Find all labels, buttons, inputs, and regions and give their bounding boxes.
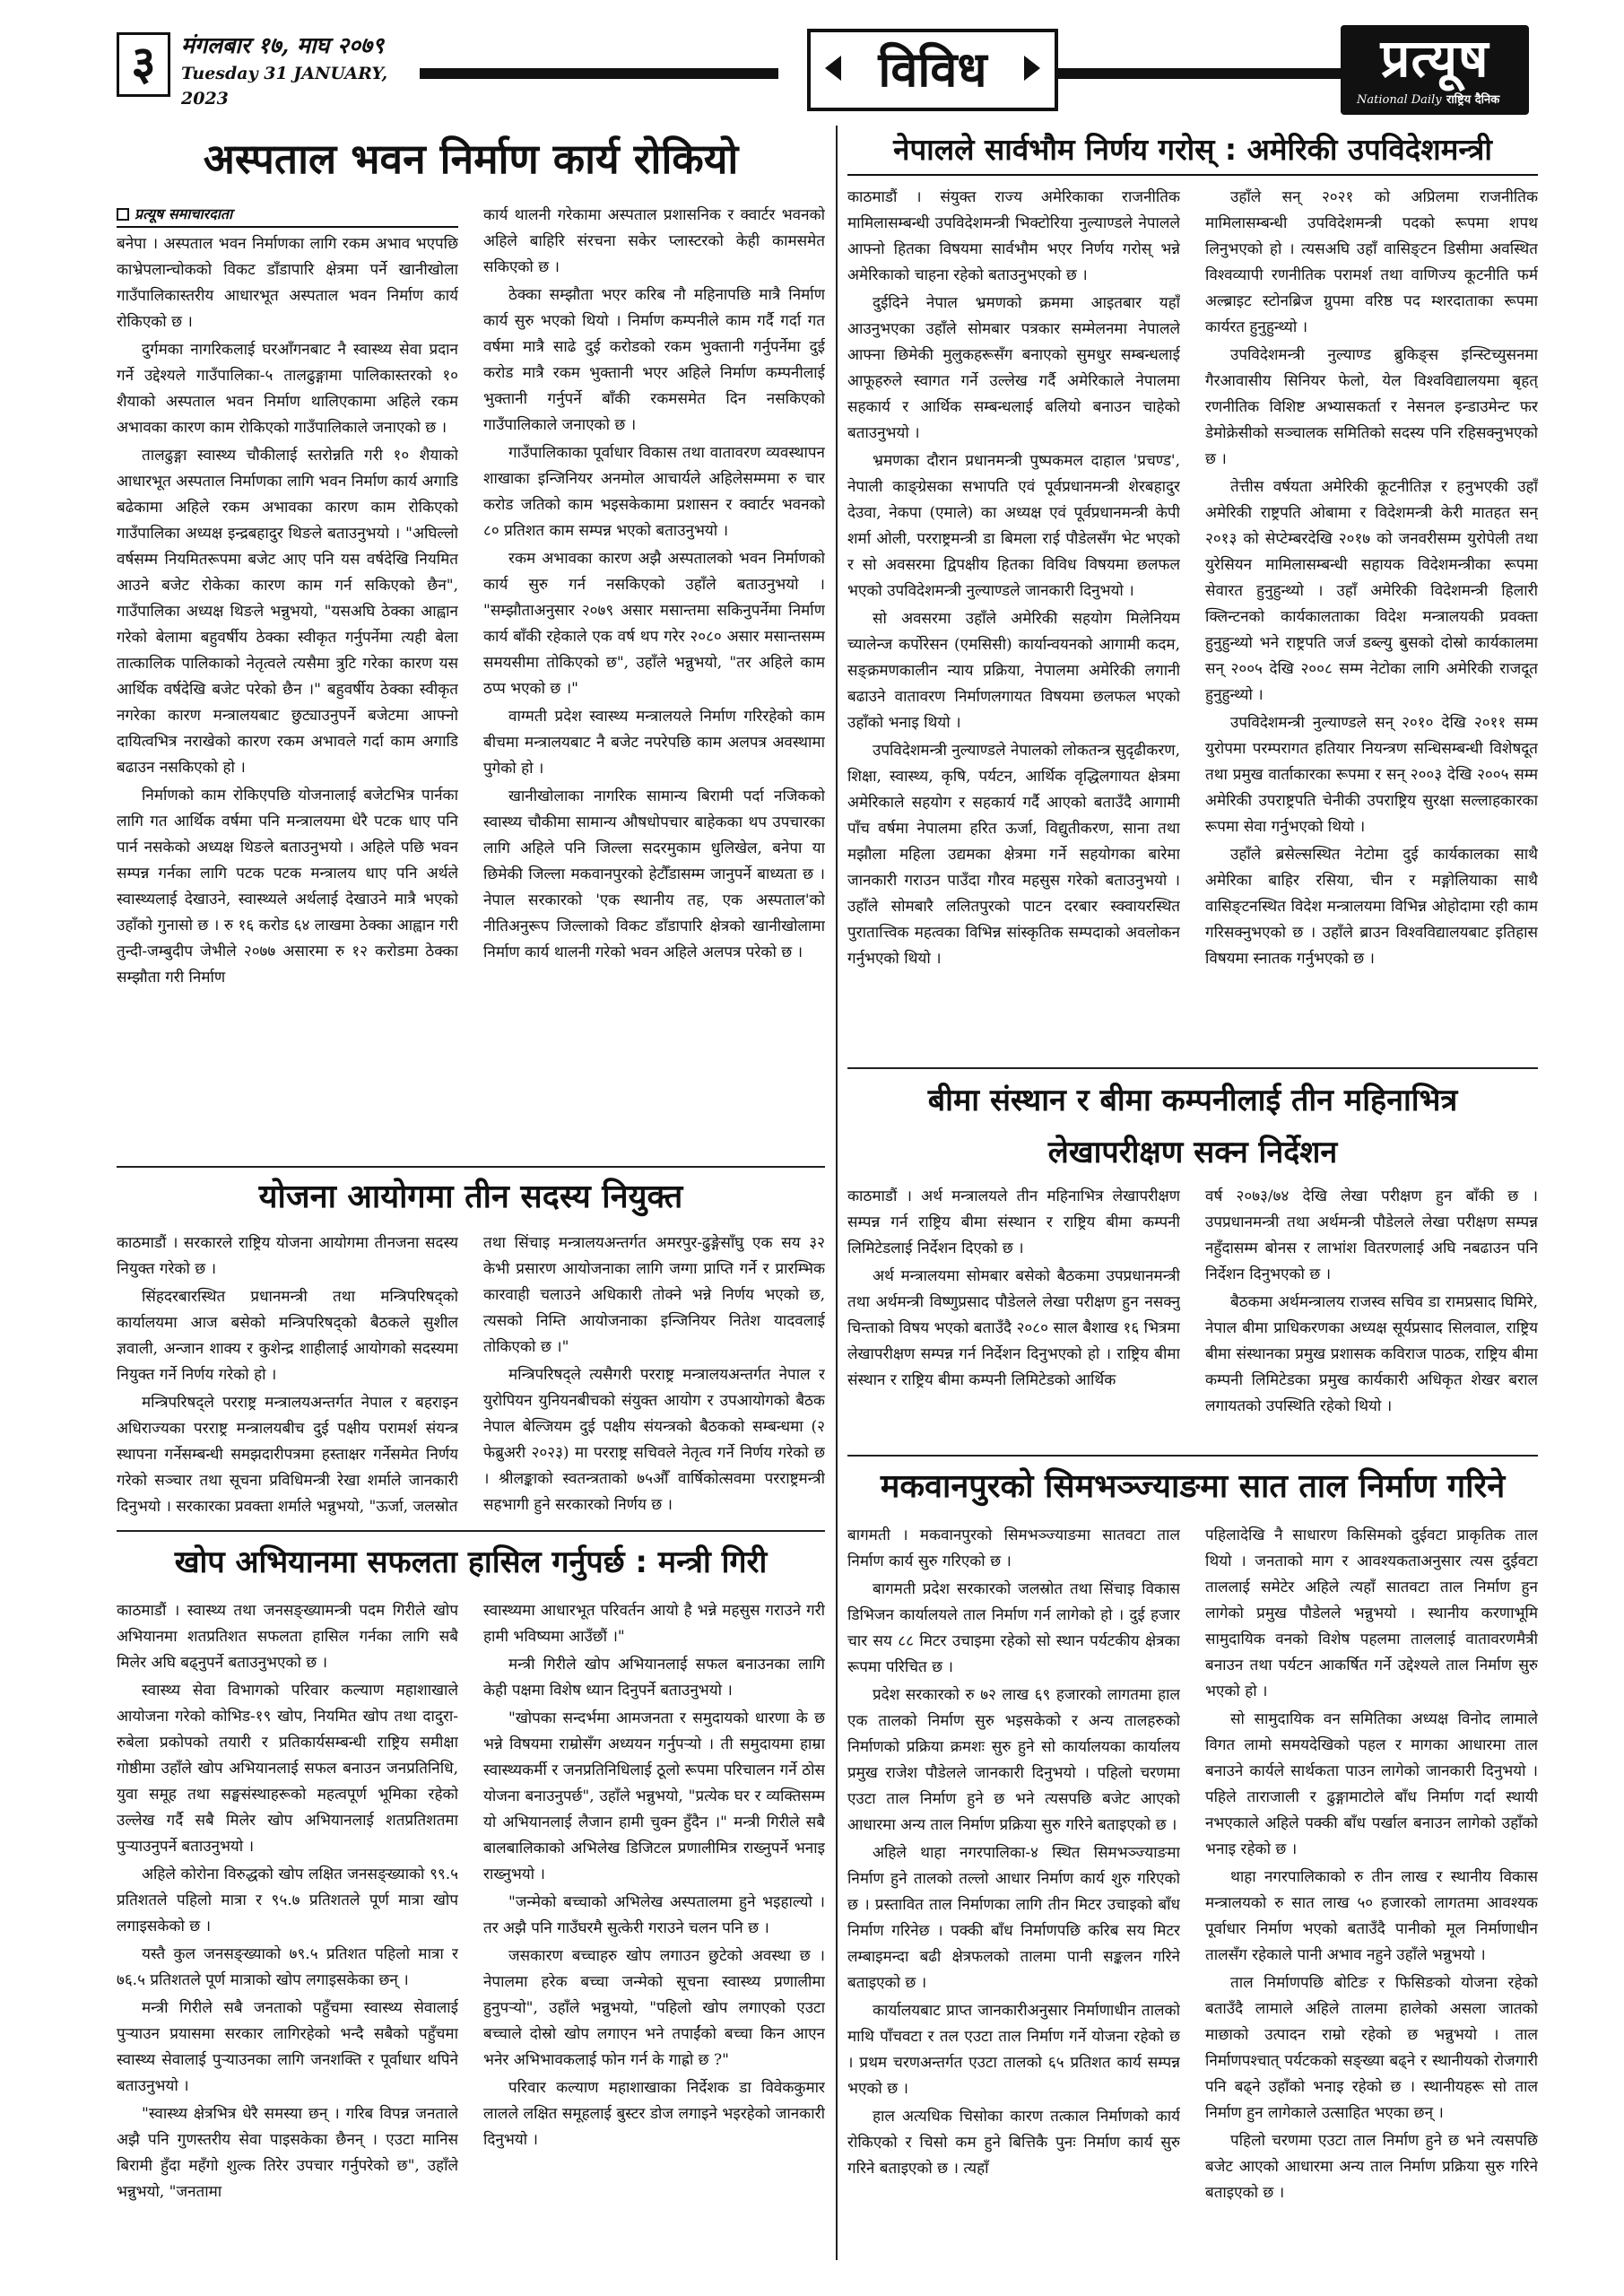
paragraph: काठमाडौं । सरकारले राष्ट्रिय योजना आयोगमा तीनजना सदस्य नियुक्त गरेको छ । xyxy=(117,1234,458,1278)
column-divider xyxy=(836,126,838,2260)
paragraph: हाल अत्यधिक चिसोका कारण तत्काल निर्माणको कार्य रोकिएको र चिसो कम हुने बित्तिकै पुनः निर्माण कार्य सुरु गरिने बताइएको छ । त्यहाँ xyxy=(847,2108,1180,2178)
paragraph: "स्वास्थ्य क्षेत्रभित्र धेरै समस्या छन् । गरिब विपन्न जनताले अझै पनि गुणस्तरीय सेवा पाइसकेका छैनन् । एउटा मानिस बिरामी हुँदा महँगो शुल्क तिरेर उपचार गर्नुपरेको छ", उहाँले भन्नुभयो, "जनतामा xyxy=(117,2105,458,2201)
masthead xyxy=(117,25,1533,119)
paragraph: उपविदेशमन्त्री नुल्याण्ड ब्रुकिङ्स इन्स्टिच्युसनमा गैरआवासीय सिनियर फेलो, येल विश्वविद्यालयमा बृहत् रणनीतिक विशिष्ट अभ्यासकर्ता र नेसनल इन्डाउमेन्ट फर डेमोक्रेसीको सञ्चालक समितिको सदस्य पनि रहिसक्नुभएको छ । xyxy=(1205,346,1538,468)
article-column xyxy=(117,203,458,1162)
paragraph: गाउँपालिकाका पूर्वाधार विकास तथा वातावरण व्यवस्थापन शाखाका इन्जिनियर अनमोल आचार्यले अहिलेसम्ममा रु चार करोड जतिको काम भइसकेकामा प्रशासन र क्वार्टर भवनको ८० प्रतिशत काम सम्पन्न भएको बताउनुभयो । xyxy=(483,444,825,540)
paragraph: सो सामुदायिक वन समितिका अध्यक्ष विनोद लामाले विगत लामो समयदेखिको पहल र मागका आधारमा ताल बनाउने कार्यले सार्थकता पाउन लागेको जानकारी दिनुभयो । पहिले ताराजाली र ढुङ्गामाटोले बाँध निर्माण गर्दा स्थायी नभएकाले अहिले पक्की बाँध पर्खाल बनाउन लागेको उहाँको भनाइ रहेको छ । xyxy=(1205,1710,1538,1858)
paragraph: अर्थ मन्त्रालयमा सोमबार बसेको बैठकमा उपप्रधानमन्त्री तथा अर्थमन्त्री विष्णुप्रसाद पौडेलले लेखा परीक्षण हुन नसक्नु चिन्ताको विषय भएको बताउँदै २०८० साल बैशाख १६ भित्रमा लेखापरीक्षण सम्पन्न गर्न निर्देशन दिनुभएको हो । राष्ट्रिय बीमा संस्थान र राष्ट्रिय बीमा कम्पनी लिमिटेडको आर्थिक xyxy=(847,1267,1180,1389)
paragraph: कार्य थालनी गरेकामा अस्पताल प्रशासनिक र क्वार्टर भवनको अहिले बाहिरि संरचना सकेर प्लास्टरको केही कामसमेत सकिएको छ । xyxy=(483,206,825,276)
paragraph: काठमाडौं । अर्थ मन्त्रालयले तीन महिनाभित्र लेखापरीक्षण सम्पन्न गर्न राष्ट्रिय बीमा संस्थान र राष्ट्रिय बीमा कम्पनी लिमिटेडलाई निर्देशन दिएको छ । xyxy=(847,1187,1180,1257)
paragraph: वाग्मती प्रदेश स्वास्थ्य मन्त्रालयले निर्माण गरिरहेको काम बीचमा मन्त्रालयबाट नै बजेट नपरेपछि काम अलपत्र अवस्थामा पुगेको हो । xyxy=(483,708,825,778)
article-column xyxy=(117,1231,458,1526)
paragraph: अहिले कोरोना विरुद्धको खोप लक्षित जनसङ्ख्याको ९९.५ प्रतिशतले पहिलो मात्रा र ९५.७ प्रतिशतले पूर्ण मात्रा खोप लगाइसकेको छ । xyxy=(117,1866,458,1935)
newspaper-logo xyxy=(1341,25,1529,115)
section-title xyxy=(807,29,1058,111)
paragraph: पहिलो चरणमा एउटा ताल निर्माण हुने छ भने त्यसपछि बजेट आएको आधारमा अन्य ताल निर्माण प्रक्रिया सुरु गरिने बताइएको छ । xyxy=(1205,2132,1538,2202)
paragraph: मन्त्री गिरीले खोप अभियानलाई सफल बनाउनका लागि केही पक्षमा विशेष ध्यान दिनुपर्ने बताउनुभयो । xyxy=(483,1656,825,1700)
headline: नेपालले सार्वभौम निर्णय गरोस् : अमेरिकी उपविदेशमन्त्री xyxy=(847,126,1538,176)
section-title-text: विविध xyxy=(878,41,987,98)
paragraph: स्वास्थ्य सेवा विभागको परिवार कल्याण महाशाखाले आयोजना गरेको कोभिड-१९ खोप, नियमित खोप तथा दादुरा-रुबेला प्रकोपको तयारी र प्रतिकार्यसम्बन्धी राष्ट्रिय समीक्षा गोष्ठीमा उहाँले खोप अभियानलाई सफल बनाउन जनप्रतिनिधि, युवा समूह तथा सङ्घसंस्थाहरूको महत्वपूर्ण भूमिका रहेको उल्लेख गर्दै सबै मिलेर खोप अभियानलाई शतप्रतिशतमा पुऱ्याउनुपर्ने बताउनुभयो । xyxy=(117,1682,458,1856)
paragraph: भ्रमणका दौरान प्रधानमन्त्री पुष्पकमल दाहाल 'प्रचण्ड', नेपाली काङ्ग्रेसका सभापति एवं पूर्वप्रधानमन्त्री शेरबहादुर देउवा, नेकपा (एमाले) का अध्यक्ष एवं पूर्वप्रधानमन्त्री केपी शर्मा ओली, परराष्ट्रमन्त्री डा बिमला राई पौडेलसँग भेट भएको र सो अवसरमा द्विपक्षीय हितका विविध विषयमा छलफल भएको उपविदेशमन्त्री नुल्याण्डले जानकारी दिनुभयो । xyxy=(847,452,1180,600)
page-number: ३ xyxy=(117,32,170,97)
paragraph: मन्त्री गिरीले सबै जनताको पहुँचमा स्वास्थ्य सेवालाई पुऱ्याउन प्रयासमा सरकार लागिरहेको भन्दै सबैको पहुँचमा स्वास्थ्य सेवालाई पुऱ्याउनका लागि जनशक्ति र पूर्वाधार थपिने बताउनुभयो । xyxy=(117,1999,458,2095)
masthead-rule-left xyxy=(420,68,778,79)
article-planning-commission xyxy=(117,1171,825,1530)
paragraph: उहाँले सन् २०२१ को अप्रिलमा राजनीतिक मामिलासम्बन्धी उपविदेशमन्त्री पदको रूपमा शपथ लिनुभएको हो । त्यसअघि उहाँ वासिङ्टन डिसीमा अवस्थित विश्वव्यापी रणनीतिक परामर्श तथा वाणिज्य कूटनीति फर्म अल्ब्राइट स्टोनब्रिज ग्रुपमा वरिष्ठ पद म्शरदाताका रूपमा कार्यरत हुनुहुन्थ्यो । xyxy=(1205,188,1538,336)
headline: अस्पताल भवन निर्माण कार्य रोकियो xyxy=(203,135,739,183)
article-column xyxy=(1205,1523,1538,2258)
date-block xyxy=(181,30,405,111)
paragraph: सिंहदरबारस्थित प्रधानमन्त्री तथा मन्त्रिपरिषद्को कार्यालयमा आज बसेको मन्त्रिपरिषद्को बैठकले सुशील ज्ञवाली, अन्जान शाक्य र कुशेन्द्र शाहीलाई आयोगको सदस्यमा नियुक्त गर्ने निर्णय गरेको हो । xyxy=(117,1288,458,1384)
article-vaccine xyxy=(117,1535,825,2262)
paragraph: जसकारण बच्चाहरु खोप लगाउन छुटेको अवस्था छ । नेपालमा हरेक बच्चा जन्मेको सूचना स्वास्थ्य प्रणालीमा हुनुपऱ्यो", उहाँले भन्नुभयो, "पहिलो खोप लगाएको एउटा बच्चाले दोस्रो खोप लगाएन भने तपाईंको बच्चा किन आएन भनेर अभिभावकलाई फोन गर्न के गाह्रो छ ?" xyxy=(483,1947,825,2069)
date-nepali: मंगलबार १७, माघ २०७९ xyxy=(181,32,384,58)
paragraph: बागमती । मकवानपुरको सिमभञ्ज्याङमा सातवटा ताल निर्माण कार्य सुरु गरिएको छ । xyxy=(847,1526,1180,1570)
article-makwanpur-lakes xyxy=(847,1460,1538,2262)
paragraph: तालढुङ्गा स्वास्थ्य चौकीलाई स्तरोन्नति गरी १० शैयाको आधारभूत अस्पताल निर्माणका लागि भवन निर्माण कार्य अगाडि बढेकामा अहिले रकम अभावका कारण काम रोकिएको गाउँपालिका अध्यक्ष इन्द्रबहादुर थिङले बताउनुभयो । "अघिल्लो वर्षसम्म नियमितरूपमा बजेट आए पनि यस वर्षदेखि नियमित आउने बजेट रोकेका कारण काम गर्न सकिएको छैन", गाउँपालिका अध्यक्ष थिङले भन्नुभयो, "यसअघि ठेक्का आह्वान गरेको बेलामा बहुवर्षीय ठेक्का स्वीकृत गर्नुपर्नेमा त्यही बेला तात्कालिक पालिकाको नेतृत्वले त्यसैमा त्रुटि गरेका कारण यस आर्थिक वर्षदेखि बजेट परेको छैन ।" बहुवर्षीय ठेक्का स्वीकृत नगरेका कारण मन्त्रालयबाट छुट्याउनुपर्ने बजेटमा आफ्नो दायित्वभित्र नराखेको कारण रकम अभावले गर्दा काम अगाडि बढाउन नसकिएको हो । xyxy=(117,447,458,777)
paragraph: काठमाडौं । संयुक्त राज्य अमेरिकाका राजनीतिक मामिलासम्बन्धी उपविदेशमन्त्री भिक्टोरिया नुल्याण्डले नेपालले आफ्नो हितका विषयमा सार्वभौम भएर निर्णय गरोस् भन्ने अमेरिकाको चाहना रहेको बताउनुभएको छ । xyxy=(847,188,1180,284)
paragraph: तथा सिंचाइ मन्त्रालयअन्तर्गत अमरपुर-ढुङ्गेसाँघु एक सय ३२ केभी प्रसारण आयोजनाका लागि जग्गा प्राप्ति गर्ने र प्रारम्भिक कारवाही चलाउने अधिकारी तोक्ने भन्ने निर्णय भएको छ, त्यसको निम्ति आयोजनाका इन्जिनियर नितेश यादवलाई तोकिएको छ ।" xyxy=(483,1234,825,1356)
headline: योजना आयोगमा तीन सदस्य नियुक्त xyxy=(258,1178,683,1215)
paragraph: अहिले थाहा नगरपालिका-४ स्थित सिमभञ्ज्याङमा निर्माण हुने तालको तल्लो आधार निर्माण कार्य शुरु गरिएको छ । प्रस्तावित ताल निर्माणका लागि तीन मिटर उचाइको बाँध निर्माण गरिनेछ । पक्की बाँध निर्माणपछि करिब सय मिटर लम्बाइमन्दा बढी क्षेत्रफलको तालमा पानी सङ्कलन गरिने बताइएको छ । xyxy=(847,1844,1180,1992)
paragraph: खानीखोलाका नागरिक सामान्य बिरामी पर्दा नजिकको स्वास्थ्य चौकीमा सामान्य औषधोपचार बाहेकका थप उपचारका लागि अहिले पनि जिल्ला सदरमुकाम धुलिखेल, बनेपा या छिमेकी जिल्ला मकवानपुरको हेटौँडासम्म जानुपर्ने बाध्यता छ । नेपाल सरकारको 'एक स्थानीय तह, एक अस्पताल'को नीतिअनुरूप जिल्लाको विकट डाँडापारि क्षेत्रको खानीखोलामा निर्माण कार्य थालनी गरेको भवन अहिले अलपत्र परेको छ । xyxy=(483,787,825,961)
paragraph: तेत्तीस वर्षयता अमेरिकी कूटनीतिज्ञ र हनुभएकी उहाँ अमेरिकी राष्ट्रपति ओबामा र विदेशमन्त्री केरी मातहत सन् २०१३ को सेप्टेम्बरदेखि २०१७ को जनवरीसम्म युरोपेली तथा युरेसियन मामिलासम्बन्धी सहायक विदेशमन्त्रीका रूपमा सेवारत हुनुहुन्थ्यो । उहाँ अमेरिकी विदेशमन्त्री हिलारी क्लिन्टनको कार्यकालताका विदेश मन्त्रालयकी प्रवक्ता हुनुहुन्थ्यो भने राष्ट्रपति जर्ज डब्ल्यु बुसको दोस्रो कार्यकालमा सन् २००५ देखि २००८ सम्म नेटोका लागि अमेरिकी राजदूत हुनुहुन्थ्यो । xyxy=(1205,478,1538,704)
section-divider xyxy=(117,1530,825,1532)
paragraph: प्रदेश सरकारको रु ७२ लाख ६९ हजारको लागतमा हाल एक तालको निर्माण सुरु भइसकेको र अन्य तालहरुको निर्माणको प्रक्रिया क्रमशः सुरु हुने सो कार्यालयका कार्यालय प्रमुख राजेश पौडेलले जानकारी दिनुभयो । पहिलो चरणमा एउटा ताल निर्माण हुने छ भने त्यसपछि बजेट आएको आधारमा अन्य ताल निर्माण प्रक्रिया सुरु गरिने बताइएको छ । xyxy=(847,1686,1180,1834)
date-english: Tuesday 31 JANUARY, 2023 xyxy=(181,64,388,109)
arrow-left-icon xyxy=(825,56,841,81)
article-us-official xyxy=(847,126,1538,1058)
paragraph: थाहा नगरपालिकाको रु तीन लाख र स्थानीय विकास मन्त्रालयको रु सात लाख ५० हजारको लागतमा आवश्यक पूर्वाधार निर्माण भएको बताउँदै पानीको मूल निर्माणाधीन तालसँग रहेकाले पानी अभाव नहुने उहाँले भन्नुभयो । xyxy=(1205,1868,1538,1964)
paragraph: बैठकमा अर्थमन्त्रालय राजस्व सचिव डा रामप्रसाद घिमिरे, नेपाल बीमा प्राधिकरणका अध्यक्ष सूर्यप्रसाद सिलवाल, राष्ट्रिय बीमा संस्थानका प्रमुख प्रशासक कविराज पाठक, राष्ट्रिय बीमा कम्पनी लिमिटेडका प्रमुख कार्यकारी अधिकृत शेखर बराल लगायतको उपस्थिति रहेको थियो । xyxy=(1205,1293,1538,1415)
paragraph: उपविदेशमन्त्री नुल्याण्डले सन् २०१० देखि २०११ सम्म युरोपमा परम्परागत हतियार नियन्त्रण सन्धिसम्बन्धी विशेषदूत तथा प्रमुख वार्ताकारका रूपमा र सन् २००३ देखि २००५ सम्म अमेरिकी उपराष्ट्रपति चेनीकी उपराष्ट्रिय सुरक्षा सल्लाहकारका रूपमा सेवा गर्नुभएको थियो । xyxy=(1205,714,1538,836)
section-divider xyxy=(847,1455,1538,1457)
paragraph: सो अवसरमा उहाँले अमेरिकी सहयोग मिलेनियम च्यालेन्ज कर्पोरेसन (एमसिसी) कार्यान्वयनको आगामी कदम, सङ्क्रमणकालीन न्याय प्रक्रिया, नेपालमा अमेरिकी लगानी बढाउने वातावरण निर्माणलगायत विषयमा छलफल भएको उहाँको भनाइ थियो । xyxy=(847,610,1180,732)
paragraph: मन्त्रिपरिषद्ले परराष्ट्र मन्त्रालयअन्तर्गत नेपाल र बहराइन अधिराज्यका परराष्ट्र मन्त्रालयबीच दुई पक्षीय परामर्श संयन्त्र स्थापना गर्नेसम्बन्धी समझदारीपत्रमा हस्ताक्षर गर्नेसमेत निर्णय गरेको सञ्चार तथा सूचना प्रविधिमन्त्री रेखा शर्माले जानकारी दिनुभयो । सरकारका प्रवक्ता शर्माले भन्नुभयो, "ऊर्जा, जलस्रोत xyxy=(117,1394,458,1516)
byline xyxy=(117,203,458,228)
article-column xyxy=(1205,185,1538,1055)
paragraph: "जन्मेको बच्चाको अभिलेख अस्पतालमा हुने भइहाल्यो । तर अझै पनि गाउँघरमै सुत्केरी गराउने चलन पनि छ । xyxy=(483,1893,825,1937)
paragraph: वर्ष २०७३/७४ देखि लेखा परीक्षण हुन बाँकी छ । उपप्रधानमन्त्री तथा अर्थमन्त्री पौडेलले लेखा परीक्षण सम्पन्न नहुँदासम्म बोनस र लाभांश वितरणलाई अघि नबढाउन पनि निर्देशन दिनुभएको छ । xyxy=(1205,1187,1538,1283)
article-column xyxy=(847,1523,1180,2258)
paragraph: दुईदिने नेपाल भ्रमणको क्रममा आइतबार यहाँ आउनुभएका उहाँले सोमबार पत्रकार सम्मेलनमा नेपालले आफ्ना छिमेकी मुलुकहरूसँग बनाएको सुमधुर सम्बन्धलाई आफूहरुले स्वागत गर्ने उल्लेख गर्दै अमेरिकाले नेपालमा सहकार्य र आर्थिक सम्बन्धलाई बलियो बनाउन चाहेको बताउनुभयो । xyxy=(847,294,1180,442)
paragraph: पहिलादेखि नै साधारण किसिमको दुईवटा प्राकृतिक ताल थियो । जनताको माग र आवश्यकताअनुसार त्यस दुईवटा ताललाई समेटेर अहिले त्यहाँ सातवटा ताल निर्माण हुन लागेको प्रमुख पौडेलले भन्नुभयो । स्थानीय करणाभूमि सामुदायिक वनको विशेष पहलमा ताललाई वातावरणमैत्री बनाउन तथा पर्यटन आकर्षित गर्ने उद्देश्यले ताल निर्माण सुरु भएको हो । xyxy=(1205,1526,1538,1700)
logo-subtitle-english: National Daily xyxy=(1357,93,1442,107)
paragraph: मन्त्रिपरिषद्ले त्यसैगरी परराष्ट्र मन्त्रालयअन्तर्गत नेपाल र युरोपियन युनियनबीचको संयुक्त आयोग र उपआयोगको बैठक नेपाल बेल्जियम दुई पक्षीय संयन्त्रको बैठकको सम्बन्धमा (२ फेब्रुअरी २०२३) मा परराष्ट्र सचिवले नेतृत्व गर्ने निर्णय गरेको छ । श्रीलङ्काको स्वतन्त्रताको ७५औँ वार्षिकोत्सवमा परराष्ट्रमन्त्री सहभागी हुने सरकारको निर्णय छ । xyxy=(483,1366,825,1514)
paragraph: उहाँले ब्रसेल्सस्थित नेटोमा दुई कार्यकालका साथै अमेरिका बाहिर रसिया, चीन र मङ्गोलियाका साथै वासिङ्टनस्थित विदेश मन्त्रालयमा विभिन्न ओहोदामा रही काम गरिसक्नुभएको छ । उहाँले ब्राउन विश्वविद्यालयबाट इतिहास विषयमा स्नातक गर्नुभएको छ । xyxy=(1205,846,1538,968)
headline: खोप अभियानमा सफलता हासिल गर्नुपर्छ : मन्त्री गिरी xyxy=(174,1544,768,1580)
paragraph: कार्यालयबाट प्राप्त जानकारीअनुसार निर्माणाधीन तालको माथि पाँचवटा र तल एउटा ताल निर्माण गर्ने योजना रहेको छ । प्रथम चरणअन्तर्गत एउटा तालको ६५ प्रतिशत कार्य सम्पन्न भएको छ । xyxy=(847,2002,1180,2098)
paragraph: स्वास्थ्यमा आधारभूत परिवर्तन आयो है भन्ने महसुस गराउने गरी हामी भविष्यमा आउँछौं ।" xyxy=(483,1602,825,1646)
article-column xyxy=(117,1598,458,2258)
byline-text: प्रत्यूष समाचारदाता xyxy=(135,205,233,222)
logo-subtitle-nepali: राष्ट्रिय दैनिक xyxy=(1446,93,1500,107)
paragraph: दुर्गमका नागरिकलाई घरआँगनबाट नै स्वास्थ्य सेवा प्रदान गर्ने उद्देश्यले गाउँपालिका-५ तालढुङ्गामा पालिकास्तरको १० शैयाको अस्पताल भवन निर्माण थालिएकामा अहिले रकम अभावका कारण काम रोकिएको गाउँपालिकाले जनाएको छ । xyxy=(117,341,458,437)
headline-line-2: लेखापरीक्षण सक्न निर्देशन xyxy=(1047,1135,1338,1170)
paragraph: "खोपका सन्दर्भमा आमजनता र समुदायको धारणा के छ भन्ने विषयमा राम्रोसँग अध्ययन गर्नुपऱ्यो । ती समुदायमा हाम्रा स्वास्थ्यकर्मी र जनप्रतिनिधिलाई ठूलो रूपमा परिचालन गर्ने ठोस योजना बनाउनुपर्छ", उहाँले भन्नुभयो, "प्रत्येक घर र व्यक्तिसम्म यो अभियानलाई लैजान हामी चुक्न हुँदैन ।" मन्त्री गिरीले सबै बालबालिकाको अभिलेख डिजिटल प्रणालीमित्र राख्नुपर्ने भनाइ राख्नुभयो । xyxy=(483,1709,825,1883)
logo-wordmark: प्रत्यूष xyxy=(1380,28,1489,89)
article-column xyxy=(847,1184,1180,1448)
paragraph: उपविदेशमन्त्री नुल्याण्डले नेपालको लोकतन्त्र सुदृढीकरण, शिक्षा, स्वास्थ्य, कृषि, पर्यटन, आर्थिक वृद्धिलगायत क्षेत्रमा अमेरिकाले सहयोग र सहकार्य गर्दै आएको बताउँदै आगामी पाँच वर्षमा नेपालमा हरित ऊर्जा, विद्युतीकरण, साना तथा मझौला महिला उद्यमका क्षेत्रमा गर्ने सहयोगका बारेमा जानकारी गराउन पाउँदा गौरव महसुस गरेको बताउनुभयो । उहाँले सोमबारै ललितपुरको पाटन दरबार स्क्वायरस्थित पुरातात्त्विक महत्वका विभिन्न सांस्कृतिक सम्पदाको अवलोकन गर्नुभएको थियो । xyxy=(847,742,1180,968)
article-column xyxy=(483,1231,825,1526)
headline-line-1: बीमा संस्थान र बीमा कम्पनीलाई तीन महिनाभित्र xyxy=(927,1083,1458,1118)
headline: मकवानपुरको सिमभञ्ज्याङमा सात ताल निर्माण गरिने xyxy=(880,1468,1506,1505)
paragraph: यस्तै कुल जनसङ्ख्याको ७९.५ प्रतिशत पहिलो मात्रा र ७६.५ प्रतिशतले पूर्ण मात्राको खोप लगाइसकेका छन् । xyxy=(117,1945,458,1989)
paragraph: बनेपा । अस्पताल भवन निर्माणका लागि रकम अभाव भएपछि काभ्रेपलान्चोकको विकट डाँडापारि क्षेत्रमा पर्ने खानीखोला गाउँपालिकास्तरीय आधारभूत अस्पताल भवन निर्माण कार्य रोकिएको छ । xyxy=(117,235,458,331)
paragraph: काठमाडौं । स्वास्थ्य तथा जनसङ्ख्यामन्त्री पदम गिरीले खोप अभियानमा शतप्रतिशत सफलता हासिल गर्नका लागि सबै मिलेर अघि बढ्नुपर्ने बताउनुभएको छ । xyxy=(117,1602,458,1672)
paragraph: निर्माणको काम रोकिएपछि योजनालाई बजेटभित्र पार्नका लागि गत आर्थिक वर्षमा पनि मन्त्रालयमा धेरै पटक धाए पनि पार्न नसकेको अध्यक्ष थिङले बताउनुभयो । अहिले पछि भवन सम्पन्न गर्नका लागि पटक पटक मन्त्रालय धाए पनि अर्थले स्वास्थ्यलाई देखाउने, स्वास्थ्यले अर्थलाई देखाउने मात्रै भएको उहाँको गुनासो छ । रु १६ करोड ६४ लाखमा ठेक्का आह्वान गरी तुन्दी-जम्बुदीप जेभीले २०७७ असारमा रु १२ करोडमा ठेक्का सम्झौता गरी निर्माण xyxy=(117,787,458,987)
article-column xyxy=(483,1598,825,2258)
paragraph: ठेक्का सम्झौता भएर करिब नौ महिनापछि मात्रै निर्माण कार्य सुरु भएको थियो । निर्माण कम्पनीले काम गर्दै गर्दा गत वर्षमा मात्रै साढे दुई करोडको रकम भुक्तानी गर्नुपर्नेमा दुई करोड मात्रै रकम भुक्तानी भएर अहिले निर्माण कम्पनीलाई भुक्तानी गर्नुपर्ने बाँकी रकमसमेत दिन नसकिएको गाउँपालिकाले जनाएको छ । xyxy=(483,286,825,434)
article-column xyxy=(483,203,825,1162)
article-hospital xyxy=(117,126,825,1166)
paragraph: परिवार कल्याण महाशाखाका निर्देशक डा विवेककुमार लालले लक्षित समूहलाई बुस्टर डोज लगाइने भइरहेको जानकारी दिनुभयो । xyxy=(483,2079,825,2149)
paragraph: रकम अभावका कारण अझै अस्पतालको भवन निर्माणको कार्य सुरु गर्न नसकिएको उहाँले बताउनुभयो । "सम्झौताअनुसार २०७९ असार मसान्तमा सकिनुपर्नेमा निर्माण कार्य बाँकी रहेकाले एक वर्ष थप गरेर २०८० असार मसान्तसम्म समयसीमा तोकिएको छ", उहाँले भन्नुभयो, "तर अहिले काम ठप्प भएको छ ।" xyxy=(483,550,825,698)
checkbox-icon xyxy=(117,208,129,221)
article-column xyxy=(847,185,1180,1055)
paragraph: ताल निर्माणपछि बोटिङ र फिसिङको योजना रहेको बताउँदै लामाले अहिले तालमा हालेको असला जातको माछाको उत्पादन राम्रो रहेको छ भन्नुभयो । ताल निर्माणपश्चात् पर्यटकको सङ्ख्या बढ्ने र स्थानीयको रोजगारी पनि बढ्ने उहाँको भनाइ रहेको छ । स्थानीयहरू सो ताल निर्माण हुन लागेकाले उत्साहित भएका छन् । xyxy=(1205,1974,1538,2122)
section-divider xyxy=(847,1067,1538,1069)
paragraph: बागमती प्रदेश सरकारको जलस्रोत तथा सिंचाइ विकास डिभिजन कार्यालयले ताल निर्माण गर्न लागेको हो । दुई हजार चार सय ८८ मिटर उचाइमा रहेको सो स्थान पर्यटकीय क्षेत्रका रूपमा परिचित छ । xyxy=(847,1580,1180,1676)
section-divider xyxy=(117,1166,825,1168)
article-column xyxy=(1205,1184,1538,1448)
article-insurance xyxy=(847,1074,1538,1451)
arrow-right-icon xyxy=(1024,56,1040,81)
